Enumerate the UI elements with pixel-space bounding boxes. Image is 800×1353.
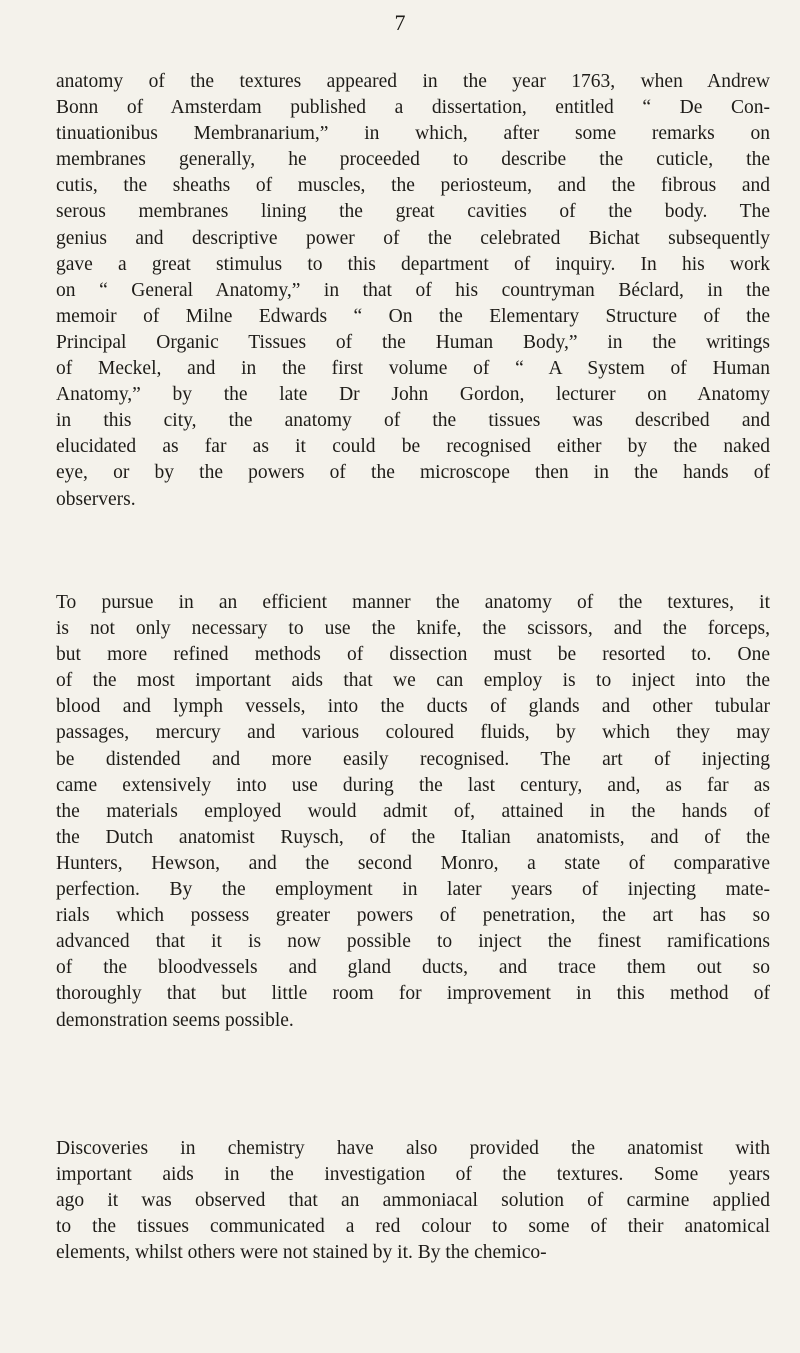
text-line: Hunters, Hewson, and the second Monro, a state of comparative <box>56 852 770 874</box>
text-line: the materials employed would admit of, attained in the hands of <box>56 800 770 822</box>
text-line: of Meckel, and in the first volume of “ A System of Human <box>56 358 770 380</box>
text-line: memoir of Milne Edwards “ On the Elementary Structure of the <box>56 305 770 327</box>
text-line: to the tissues communicated a red colour to some of their anatomical <box>56 1216 770 1238</box>
text-line: membranes generally, he proceeded to describe the cuticle, the <box>56 149 770 171</box>
text-line: elucidated as far as it could be recognised either by the naked <box>56 436 770 458</box>
text-line: cutis, the sheaths of muscles, the periosteum, and the fibrous and <box>56 175 770 197</box>
text-line: gave a great stimulus to this department of inquiry. In his work <box>56 253 770 275</box>
text-line: advanced that it is now possible to inject the finest ramifications <box>56 931 770 953</box>
text-line: came extensively into use during the last century, and, as far as <box>56 774 770 796</box>
page-number: 7 <box>394 10 406 35</box>
text-line: thoroughly that but little room for improvement in this method of <box>56 983 770 1005</box>
text-line: demonstration seems possible. <box>56 1009 294 1031</box>
text-line: rials which possess greater powers of penetration, the art has so <box>56 905 770 927</box>
text-line: To pursue in an efficient manner the anatomy of the textures, it <box>56 592 770 613</box>
text-line: ago it was observed that an ammoniacal solution of carmine applied <box>56 1190 770 1212</box>
text-line: of the bloodvessels and gland ducts, and trace them out so <box>56 957 770 979</box>
text-line: observers. <box>56 488 136 510</box>
paragraph-3 <box>56 1136 770 1266</box>
text-line: important aids in the investigation of the textures. Some years <box>56 1164 770 1186</box>
text-line: serous membranes lining the great cavities of the body. The <box>56 201 770 223</box>
text-line: passages, mercury and various coloured fluids, by which they may <box>56 722 770 744</box>
text-line: elements, whilst others were not stained by it. By the chemico- <box>56 1242 547 1264</box>
text-line: blood and lymph vessels, into the ducts of glands and other tubular <box>56 696 770 718</box>
text-line: tinuationibus Membranarium,” in which, after some remarks on <box>56 123 770 145</box>
text-line: perfection. By the employment in later years of injecting mate- <box>56 879 770 901</box>
text-line: genius and descriptive power of the celebrated Bichat subsequently <box>56 227 770 249</box>
text-line: is not only necessary to use the knife, the scissors, and the forceps, <box>56 618 770 640</box>
text-line: be distended and more easily recognised. The art of injecting <box>56 748 770 770</box>
text-line: in this city, the anatomy of the tissues was described and <box>56 410 770 432</box>
text-line: Bonn of Amsterdam published a dissertation, entitled “ De Con- <box>56 97 770 119</box>
text-line: the Dutch anatomist Ruysch, of the Italian anatomists, and of the <box>56 826 770 848</box>
text-line: but more refined methods of dissection must be resorted to. One <box>56 644 770 666</box>
text-line: eye, or by the powers of the microscope then in the hands of <box>56 462 770 484</box>
text-line: anatomy of the textures appeared in the year 1763, when Andrew <box>56 71 770 92</box>
text-line: Anatomy,” by the late Dr John Gordon, lecturer on Anatomy <box>56 384 770 406</box>
paragraph-2 <box>56 590 770 1034</box>
text-line: on “ General Anatomy,” in that of his countryman Béclard, in the <box>56 279 770 301</box>
paragraph-1 <box>56 69 770 513</box>
text-line: Discoveries in chemistry have also provided the anatomist with <box>56 1138 770 1159</box>
text-line: of the most important aids that we can employ is to inject into the <box>56 670 770 692</box>
text-line: Principal Organic Tissues of the Human Body,” in the writings <box>56 331 770 353</box>
